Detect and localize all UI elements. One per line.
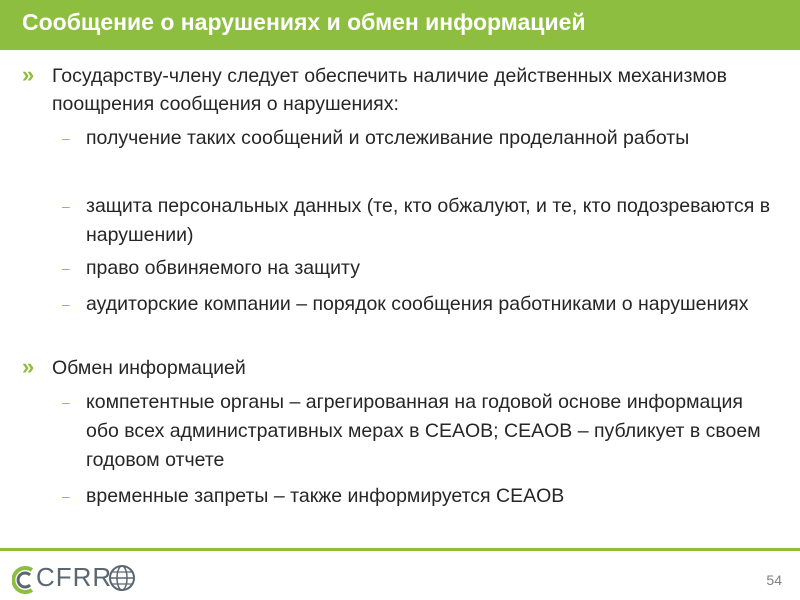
dash-marker-icon: – — [62, 394, 70, 410]
dash-marker-icon: – — [62, 260, 70, 276]
page-number: 54 — [766, 572, 782, 588]
sub-bullet-item — [62, 388, 776, 475]
bullet-item — [22, 62, 772, 118]
sub-bullet-text: компетентные органы – агрегированная на годовой основе информация обо всех административных мерах в CEAOB; CEAOB – публикует в своем годовом отчете — [86, 391, 761, 471]
logo-mark-icon — [12, 564, 36, 596]
sub-bullet-item — [62, 290, 776, 319]
title-bar — [0, 0, 800, 50]
slide-title: Сообщение о нарушениях и обмен информацией — [22, 9, 586, 35]
dash-marker-icon: – — [62, 296, 70, 312]
footer-divider — [0, 548, 800, 551]
logo-text: CFRR — [36, 562, 113, 592]
sub-bullet-item — [62, 254, 776, 283]
sub-bullet-text: временные запреты – также информируется CEAOB — [86, 485, 565, 507]
dash-marker-icon: – — [62, 488, 70, 504]
bullet-marker-icon: » — [22, 62, 35, 87]
sub-bullet-text: право обвиняемого на защиту — [86, 257, 360, 279]
dash-marker-icon: – — [62, 130, 70, 146]
sub-bullet-item — [62, 124, 776, 153]
sub-bullet-text: защита персональных данных (те, кто обжалуют, и те, кто подозреваются в нарушении) — [86, 195, 771, 246]
bullet-text: Обмен информацией — [52, 357, 246, 379]
sub-bullet-item — [62, 192, 776, 250]
globe-icon — [108, 564, 136, 592]
bullet-marker-icon: » — [22, 354, 35, 379]
bullet-text: Государству-члену следует обеспечить наличие действенных механизмов поощрения сообщения о нарушениях: — [52, 65, 728, 115]
sub-bullet-text: аудиторские компании – порядок сообщения работниками о нарушениях — [86, 293, 749, 315]
sub-bullet-item — [62, 482, 776, 511]
dash-marker-icon: – — [62, 198, 70, 214]
sub-bullet-text: получение таких сообщений и отслеживание проделанной работы — [86, 127, 690, 149]
bullet-item — [22, 354, 772, 382]
